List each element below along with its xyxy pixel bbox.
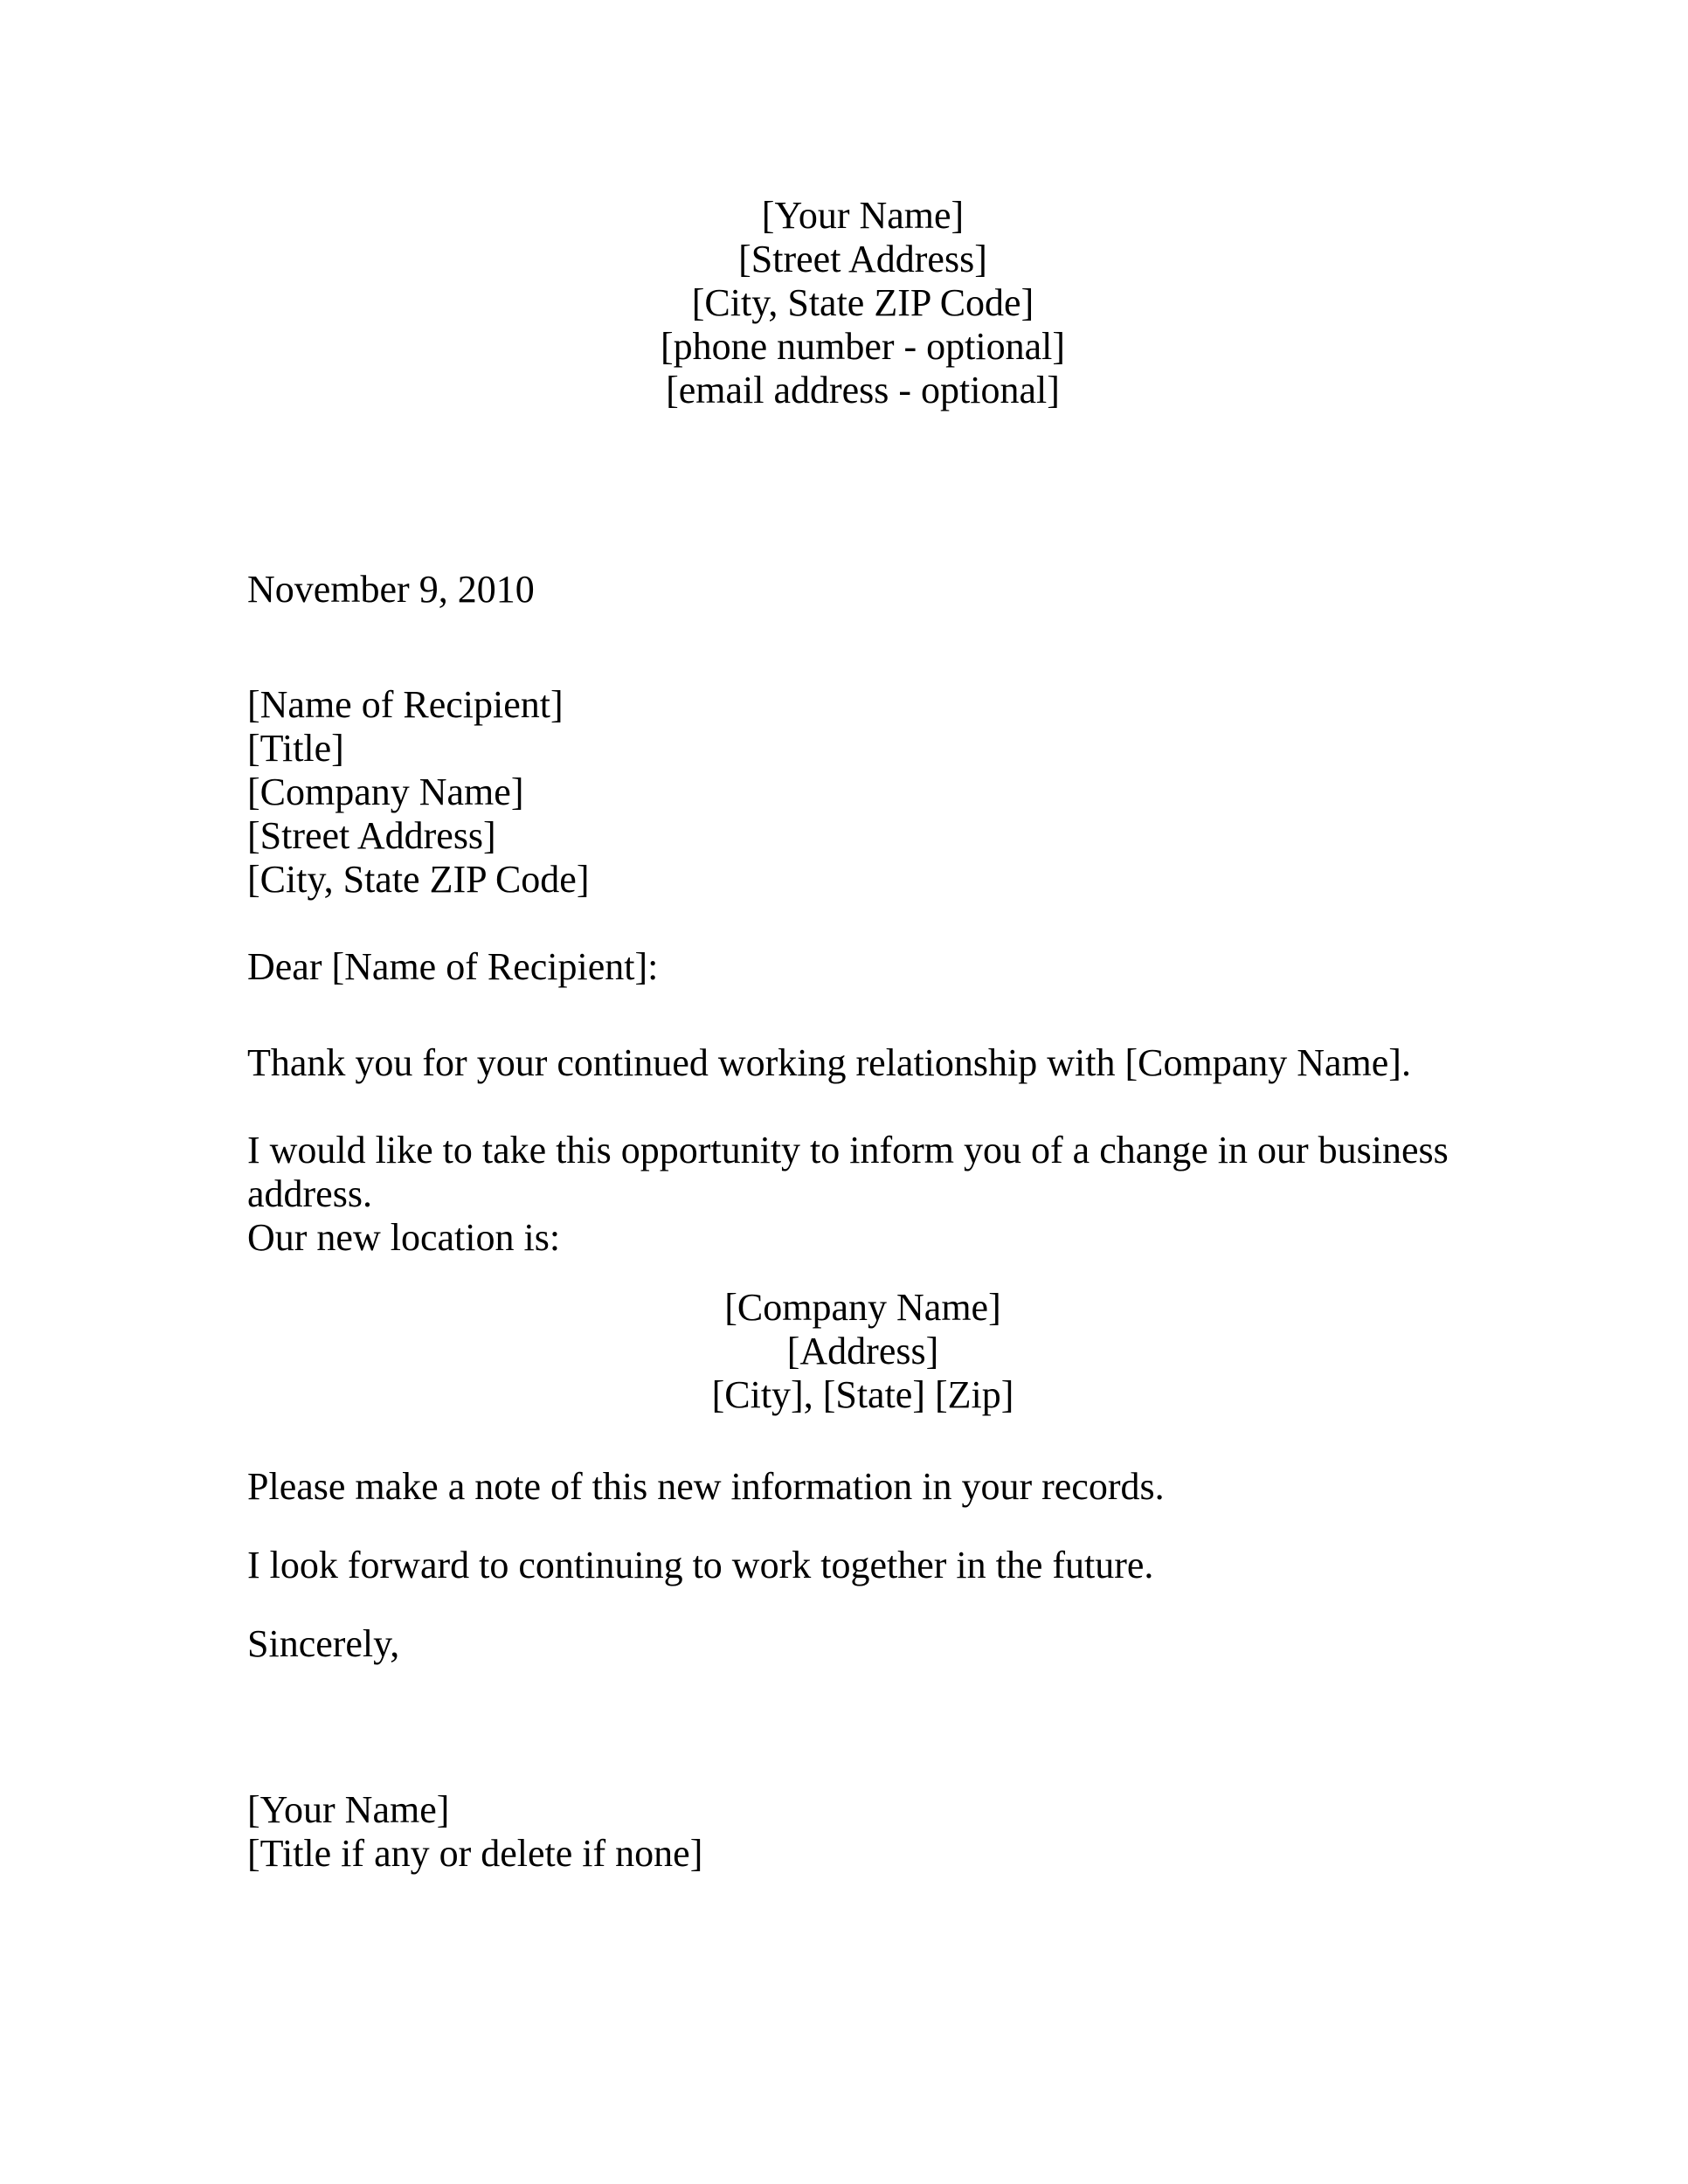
- sender-email: [email address - optional]: [666, 369, 1060, 411]
- new-address-street: [Address]: [786, 1330, 939, 1372]
- sender-phone: [phone number - optional]: [660, 325, 1066, 368]
- recipient-name: [Name of Recipient]: [247, 683, 564, 726]
- letter-date: November 9, 2010: [247, 568, 535, 611]
- new-address-block: [247, 1286, 1478, 1417]
- location-intro: Our new location is:: [247, 1216, 561, 1259]
- change-notice-line-1: I would like to take this opportunity to inform you of a change in our business: [247, 1129, 1449, 1171]
- new-address-city-state-zip: [City], [State] [Zip]: [711, 1373, 1014, 1416]
- paragraph-look-forward: I look forward to continuing to work together in the future.: [247, 1544, 1154, 1586]
- salutation: Dear [Name of Recipient]:: [247, 945, 659, 988]
- signature-name: [Your Name]: [247, 1788, 450, 1831]
- change-notice-line-2: address.: [247, 1172, 372, 1215]
- closing: Sincerely,: [247, 1622, 400, 1665]
- recipient-title: [Title]: [247, 727, 344, 770]
- sender-city-state-zip: [City, State ZIP Code]: [691, 281, 1034, 324]
- signature-title: [Title if any or delete if none]: [247, 1832, 703, 1875]
- recipient-street-address: [Street Address]: [247, 814, 496, 857]
- sender-address-block: [247, 194, 1478, 412]
- recipient-address-block: [247, 683, 1478, 902]
- paragraph-note-request: Please make a note of this new information in your records.: [247, 1465, 1165, 1508]
- recipient-city-state-zip: [City, State ZIP Code]: [247, 858, 590, 901]
- sender-street-address: [Street Address]: [738, 238, 987, 280]
- paragraph-change-notice: [247, 1129, 1478, 1260]
- signature-block: [247, 1788, 1478, 1876]
- sender-name: [Your Name]: [761, 194, 965, 237]
- new-address-company: [Company Name]: [724, 1286, 1001, 1329]
- recipient-company: [Company Name]: [247, 771, 524, 813]
- paragraph-thank-you: Thank you for your continued working relationship with [Company Name].: [247, 1041, 1411, 1084]
